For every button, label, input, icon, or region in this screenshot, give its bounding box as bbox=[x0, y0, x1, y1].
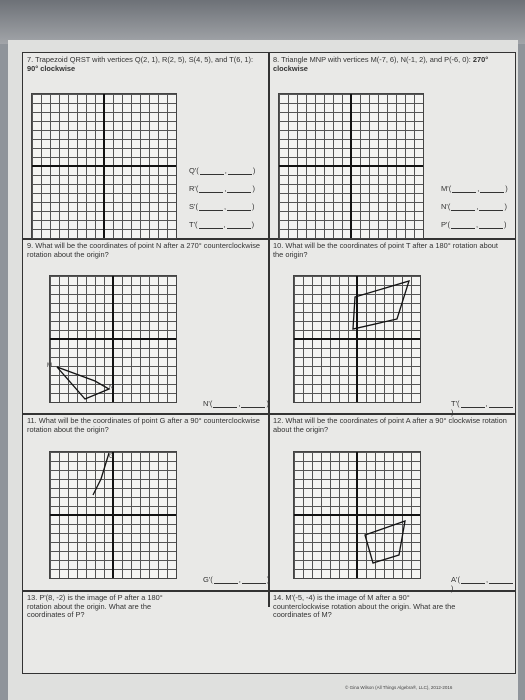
problem-text: What will be the coordinates of point T after a 180° rotation about the origin? bbox=[273, 241, 498, 259]
problem-number: 11. bbox=[27, 416, 37, 425]
problem-10 bbox=[273, 242, 509, 259]
problem-number: 10. bbox=[273, 241, 284, 250]
y-axis bbox=[350, 94, 352, 238]
coordinate-grid-8 bbox=[278, 93, 424, 239]
problem-number: 7. bbox=[27, 55, 34, 64]
answer-t-prime[interactable]: T'( , ) bbox=[189, 220, 255, 229]
problem-text: What will be the coordinates of point G after a 90° counterclockwise rotation about the origin? bbox=[27, 416, 260, 434]
worksheet bbox=[22, 52, 516, 674]
problem-7 bbox=[27, 56, 263, 73]
problem-number: 13. bbox=[27, 593, 38, 602]
answer-r-prime[interactable]: R'( , ) bbox=[189, 184, 255, 193]
point-label-g: G bbox=[109, 454, 114, 460]
problem-number: 12. bbox=[273, 416, 284, 425]
rotation-rule: 270° clockwise bbox=[273, 55, 489, 73]
answer-m-prime[interactable]: M'( , ) bbox=[441, 184, 508, 193]
trapezoid-figure-10 bbox=[293, 275, 419, 401]
problem-text: What will be the coordinates of point N after a 270° counterclockwise rotation about the origin? bbox=[27, 241, 261, 259]
answer-p-prime[interactable]: P'( , ) bbox=[441, 220, 507, 229]
answer-n-prime[interactable]: N'( , ) bbox=[441, 202, 507, 211]
coordinate-grid-7 bbox=[31, 93, 177, 239]
row-divider bbox=[23, 413, 515, 415]
answer-t-prime-10[interactable]: T'( ,) bbox=[451, 399, 515, 417]
column-divider bbox=[268, 53, 270, 607]
row-divider bbox=[23, 590, 515, 592]
answer-n-prime-9[interactable]: N'( , ) bbox=[203, 399, 269, 408]
answer-s-prime[interactable]: S'( , ) bbox=[189, 202, 255, 211]
problem-text: P'(8, -2) is the image of P after a 180° rotation about the origin. What are the coordinates of P? bbox=[27, 593, 163, 620]
rotation-rule: 90° clockwise bbox=[27, 63, 76, 73]
problem-text: Trapezoid QRST with vertices Q(2, 1), R(2, 5), S(4, 5), and T(6, 1): bbox=[35, 55, 254, 64]
problem-9 bbox=[27, 242, 263, 259]
problem-8 bbox=[273, 56, 509, 73]
problem-text: M'(-5, -4) is the image of M after a 90° counterclockwise rotation about the origin. What are the coordinates of M? bbox=[273, 593, 456, 620]
problem-14 bbox=[273, 594, 463, 620]
point-label-m: M bbox=[47, 363, 52, 369]
quadrilateral-figure-12 bbox=[293, 451, 419, 577]
problem-number: 9. bbox=[27, 241, 34, 250]
y-axis bbox=[103, 94, 105, 238]
answer-a-prime-12[interactable]: A'( ,) bbox=[451, 575, 515, 593]
triangle-figure-9 bbox=[49, 275, 175, 401]
problem-number: 8. bbox=[273, 55, 280, 64]
answer-q-prime[interactable]: Q'( , ) bbox=[189, 166, 256, 175]
problem-number: 14. bbox=[273, 593, 284, 602]
problem-text: What will be the coordinates of point A after a 90° clockwise rotation about the origin? bbox=[273, 416, 507, 434]
problem-11 bbox=[27, 417, 263, 434]
segment-figure-11 bbox=[49, 451, 175, 577]
problem-12 bbox=[273, 417, 509, 434]
problem-13 bbox=[27, 594, 187, 620]
problem-text: Triangle MNP with vertices M(-7, 6), N(-1, 2), and P(-6, 0): bbox=[281, 55, 471, 64]
answer-g-prime-11[interactable]: G'( , ) bbox=[203, 575, 270, 584]
point-label-n: N bbox=[109, 385, 114, 391]
photo-shadow bbox=[0, 0, 525, 44]
copyright-notice: © Gina Wilson (All Things Algebra®, LLC), 2012-2016 bbox=[345, 685, 453, 690]
